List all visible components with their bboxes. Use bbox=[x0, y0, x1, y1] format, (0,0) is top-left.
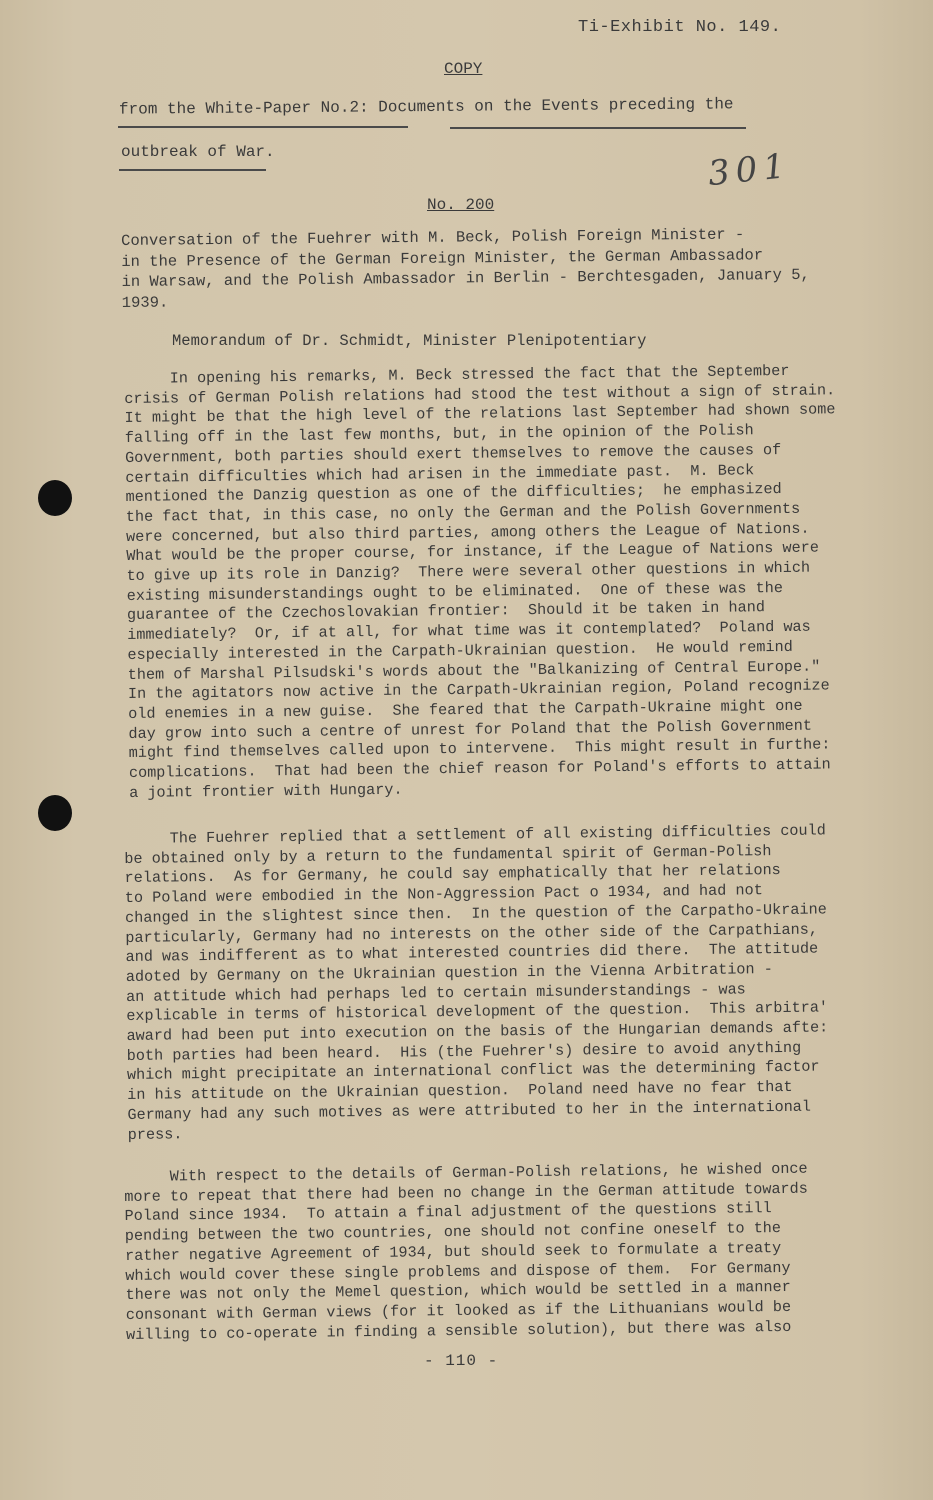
handwritten-page-number: 301 bbox=[706, 145, 793, 195]
paragraph-2: The Fuehrer replied that a settlement of all existing difficulties could be obtained only by a return to the fundamental spirit of German-Polish relations. As for Germany, he could say emphatically that her relations to Poland were embodied in the Non-Aggression Pact o 1934, and had not changed in the slightest since then. In the question of the Carpatho-Ukraine particularly, Germany had no interests on the other side of the Carpathians, and was indifferent as to what interested countries did there. The attitude adoted by Germany on the Ukrainian question in the Vienna Arbitration - an attitude which had perhaps led to certain misunderstandings - was explicable in terms of historical development of the question. This arbitra' award had been put into execution on the basis of the Hungarian demands afte: both parties had been heard. His (the Fuehrer's) desire to avoid anything which might precipitate an international conflict was the determining factor in his attitude on the Ukrainian question. Poland need have no fear that Germany had any such motives as were attributed to her in the international press. bbox=[124, 821, 829, 1144]
punch-hole-upper bbox=[38, 480, 72, 516]
source-underline-1 bbox=[118, 126, 408, 128]
source-line-2: outbreak of War. bbox=[121, 143, 275, 161]
paragraph-3: With respect to the details of German-Polish relations, he wished once more to repeat that there had been no change in the German attitude towards Poland since 1934. To attain a final adjustment of the questions still pending between the two countries, one should not confine oneself to the rather negative Agreement of 1934, but should seek to formulate a treaty which would cover these single problems and dispose of them. For Germany there was not only the Memel question, which would be settled in a manner consonant with German views (for it looked as if the Lithuanians would be willing to co-operate in finding a sensible solution), but there was also bbox=[124, 1159, 808, 1344]
document-subject: Conversation of the Fuehrer with M. Beck, Polish Foreign Minister - in the Presence of the German Foreign Minister, the German Ambassador in Warsaw, and the Polish Ambassador in Berlin - Berchtesgaden, January 5, 1939. bbox=[121, 225, 810, 312]
source-underline-2 bbox=[450, 127, 746, 129]
copy-heading: COPY bbox=[444, 60, 483, 78]
source-line-1: from the White-Paper No.2: Documents on the Events preceding the bbox=[118, 95, 734, 119]
memorandum-line: Memorandum of Dr. Schmidt, Minister Plenipotentiary bbox=[172, 332, 647, 350]
document-number: No. 200 bbox=[427, 196, 495, 214]
exhibit-number: Ti-Exhibit No. 149. bbox=[578, 18, 782, 37]
paragraph-1: In opening his remarks, M. Beck stressed the fact that the September crisis of German Polish relations had stood the test without a sign of strain. It might be that the high level of the relations last September had shown some falling off in the last few months, but, in the opinion of the Polish Government, both parties should exert themselves to remove the causes of certain difficulties which had arisen in the immediate past. M. Beck mentioned the Danzig question as one of the difficulties; he emphasized the fact that, in this case, no only the German and the Polish Governments were concerned, but also third parties, among others the League of Nations. What would be the proper course, for instance, if the League of Nations were to give up its role in Danzig? There were several other questions in which existing misunderstandings ought to be eliminated. One of these was the guarantee of the Czechoslovakian frontier: Should it be taken in hand immediately? Or, if at all, for what time was it contemplated? Poland was especially interested in the Carpath-Ukrainian question. He would remind them of Marshal Pilsudski's words about the "Balkanizing of Central Europe." In the agitators now active in the Carpath-Ukrainian region, Poland recognize old enemies in a new guise. She feared that the Carpath-Ukraine might one day grow into such a centre of unrest for Poland that the Polish Government might find themselves called upon to intervene. This might result in furthe: complications. That had been the chief reason for Poland's efforts to attain a joint frontier with Hungary. bbox=[124, 361, 836, 802]
punch-hole-lower bbox=[38, 795, 72, 831]
page-number: - 110 - bbox=[424, 1352, 499, 1370]
source-underline-3 bbox=[119, 169, 266, 171]
